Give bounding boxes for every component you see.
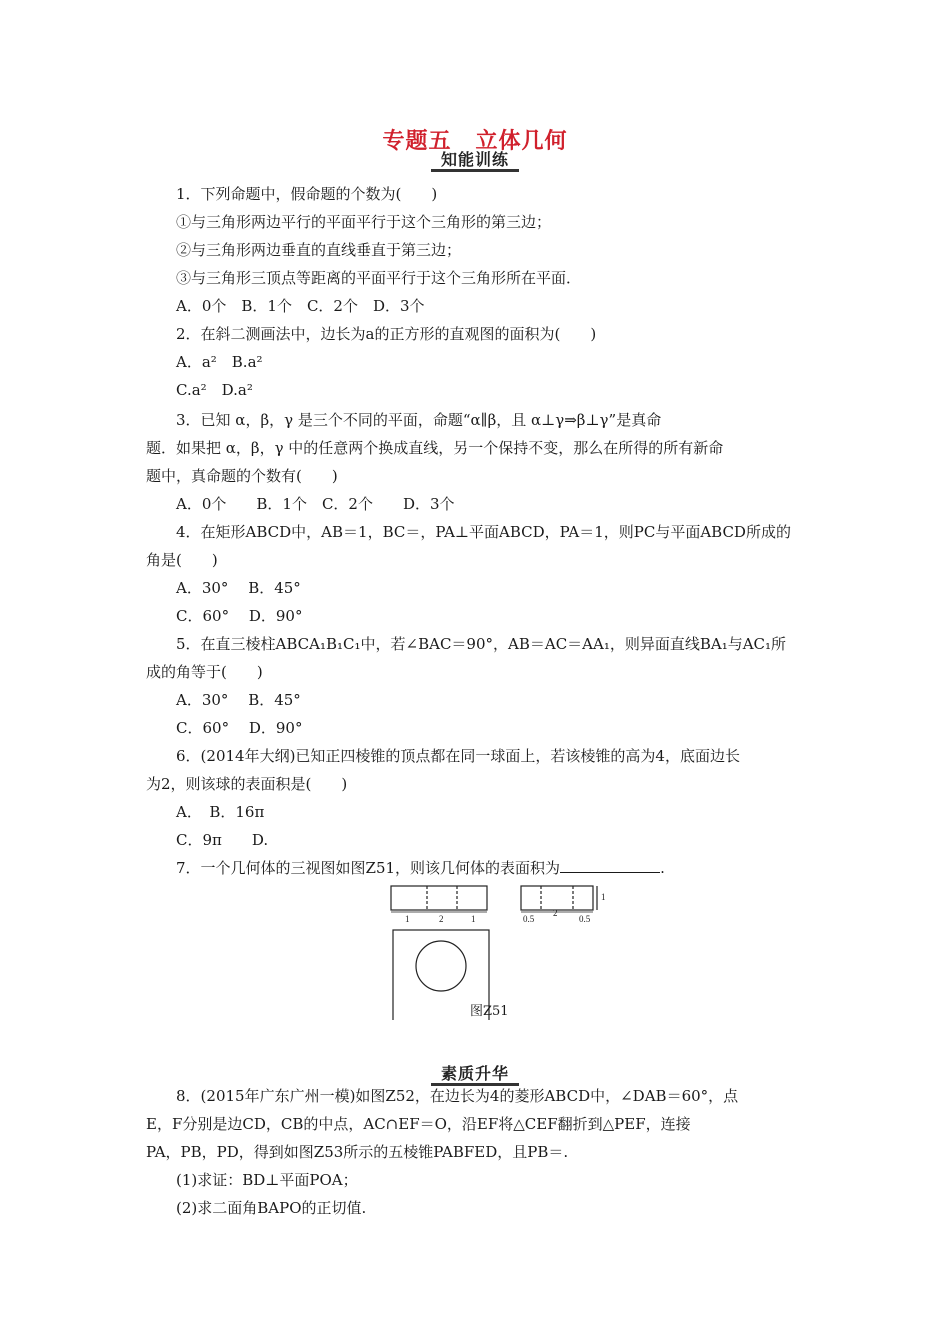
q1-stem: 1．下列命题中，假命题的个数为( ) — [176, 185, 438, 203]
q1-item3: ③与三角形三顶点等距离的平面平行于这个三角形所在平面． — [176, 269, 582, 287]
q1-options: A．0个 B．1个 C．2个 D．3个 — [176, 297, 425, 315]
q3-stem-line3: 题中，真命题的个数有( ) — [146, 467, 338, 485]
q1-item1: ①与三角形两边平行的平面平行于这个三角形的第三边； — [176, 213, 552, 231]
answer-blank — [560, 858, 660, 873]
q6-options-ab: A． B．16π — [176, 803, 265, 821]
q4-options-cd: C．60° D．90° — [176, 607, 303, 625]
q2-options-cd: C.a² D.a² — [176, 381, 253, 399]
q5-options-cd: C．60° D．90° — [176, 719, 303, 737]
q1-item2: ②与三角形两边垂直的直线垂直于第三边； — [176, 241, 462, 259]
q6-stem-line1: 6．(2014年大纲)已知正四棱锥的顶点都在同一球面上，若该棱锥的高为4，底面边长 — [176, 747, 740, 765]
q5-options-ab: A．30° B．45° — [176, 691, 301, 709]
front-label-right: 1 — [471, 914, 476, 924]
title-part2: 立体几何 — [475, 129, 568, 154]
q8-part2: (2)求二面角BAPO的正切值. — [176, 1199, 367, 1217]
front-view — [391, 886, 487, 910]
side-label-right: 0.5 — [579, 914, 591, 924]
front-label-left: 1 — [405, 914, 410, 924]
q3-stem-line1: 3．已知 α，β，γ 是三个不同的平面，命题“α∥β，且 α⊥γ⇒β⊥γ”是真命 — [176, 411, 662, 429]
q3-options: A．0个 B．1个 C．2个 D．3个 — [176, 495, 455, 513]
side-view — [521, 886, 593, 910]
figure-caption: 图Z51 — [470, 1004, 509, 1019]
top-view-circle — [416, 941, 466, 991]
q4-stem-line2: 角是( ) — [146, 551, 218, 569]
side-label-height: 1 — [601, 892, 606, 902]
q2-options-ab: A．a² B.a² — [176, 353, 263, 371]
q6-options-cd: C．9π D. — [176, 831, 269, 849]
q7-stem: 7．一个几何体的三视图如图Z51，则该几何体的表面积为 . — [176, 859, 665, 877]
q2-stem: 2．在斜二测画法中，边长为a的正方形的直观图的面积为( ) — [176, 325, 597, 343]
title-part1: 专题五 — [382, 129, 452, 154]
front-label-mid: 2 — [439, 914, 444, 924]
section-banner-advanced: 素质升华 — [0, 1064, 950, 1086]
q8-stem-line1: 8．(2015年广东广州一模)如图Z52，在边长为4的菱形ABCD中，∠DAB＝60°，点 — [176, 1087, 739, 1105]
side-label-left: 0.5 — [523, 914, 535, 924]
section-banner-training: 知能训练 — [0, 150, 950, 172]
q8-part1: (1)求证：BD⊥平面POA； — [176, 1171, 358, 1189]
q6-stem-line2: 为2，则该球的表面积是( ) — [146, 775, 348, 793]
q4-stem-line1: 4．在矩形ABCD中，AB＝1，BC＝，PA⊥平面ABCD，PA＝1，则PC与平面ABCD所成的 — [176, 523, 791, 541]
q5-stem-line1: 5．在直三棱柱ABCA₁B₁C₁中，若∠BAC＝90°，AB＝AC＝AA₁，则异面直线BA₁与AC₁所 — [176, 635, 787, 653]
q8-stem-line3: PA，PB，PD，得到如图Z53所示的五棱锥PABFED，且PB＝. — [146, 1143, 569, 1161]
q5-stem-line2: 成的角等于( ) — [146, 663, 263, 681]
q8-stem-line2: E，F分别是边CD，CB的中点，AC∩EF＝O，沿EF将△CEF翻折到△PEF，连接 — [146, 1115, 691, 1133]
q3-stem-line2: 题．如果把 α，β，γ 中的任意两个换成直线，另一个保持不变，那么在所得的所有新命 — [146, 439, 724, 457]
three-view-figure — [385, 880, 635, 1020]
side-label-mid: 2 — [553, 908, 558, 918]
q4-options-ab: A．30° B．45° — [176, 579, 301, 597]
